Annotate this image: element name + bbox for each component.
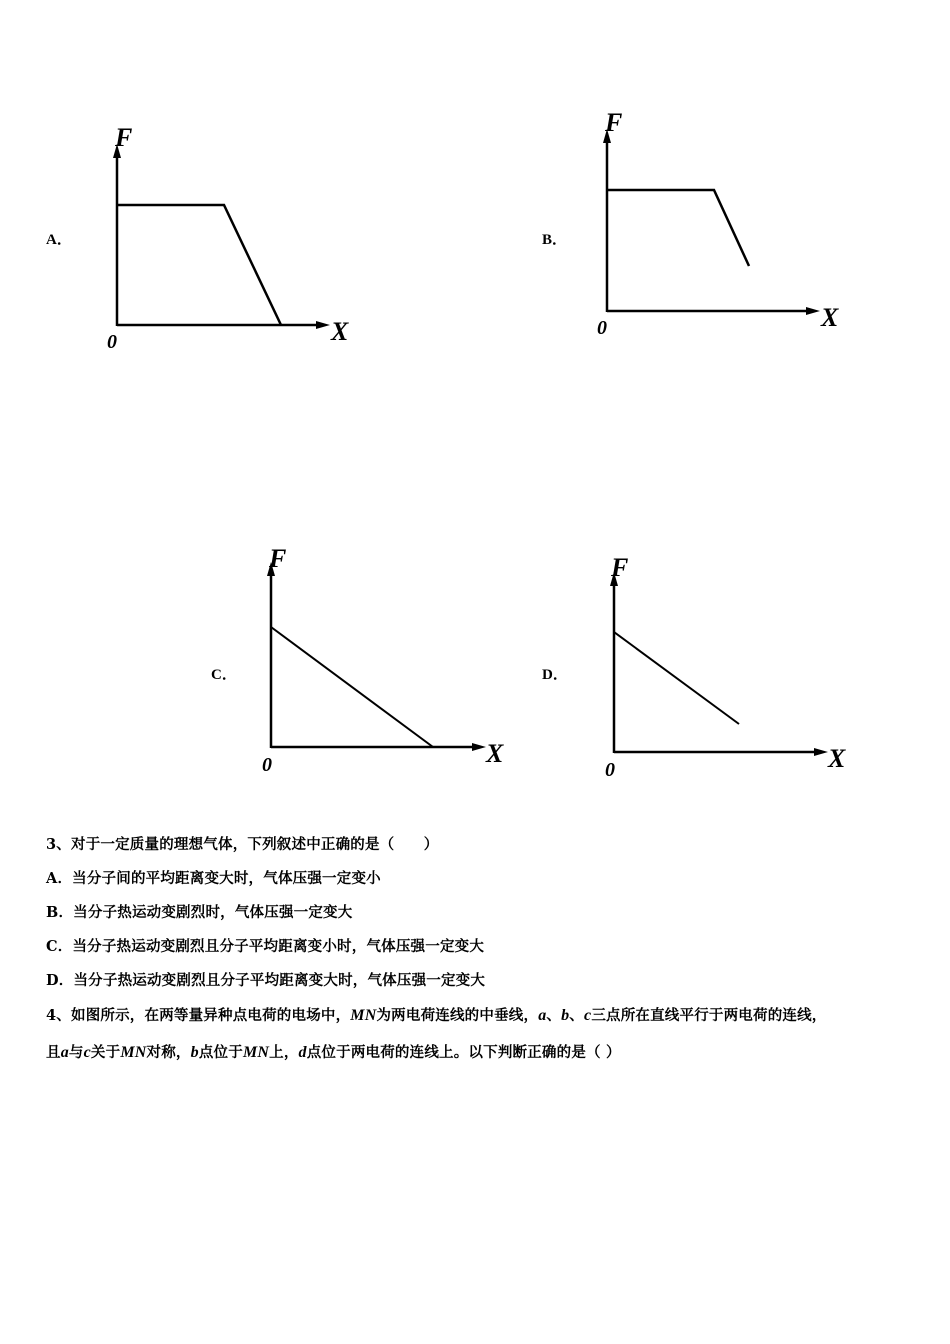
q4-line-1	[46, 1004, 827, 1025]
q4-var-b: b	[190, 1044, 199, 1061]
q4-text: 上，	[269, 1044, 299, 1061]
q4-var-a: a	[60, 1044, 69, 1061]
q4-var-c: c	[584, 1007, 592, 1024]
graph-c-origin: 0	[262, 754, 272, 776]
q4-text: 、	[569, 1007, 584, 1024]
q3-option-b: B．当分子热运动变剧烈时，气体压强一定变大	[46, 904, 353, 921]
q4-var-c: c	[83, 1044, 91, 1061]
graph-b-origin: 0	[597, 317, 607, 339]
q3-option-c: C．当分子热运动变剧烈且分子平均距离变小时，气体压强一定变大	[46, 938, 485, 955]
graph-d-origin: 0	[605, 759, 615, 781]
graph-a-y-label: F	[115, 123, 133, 152]
q4-var-a: a	[538, 1007, 547, 1024]
q3-stem: 3、对于一定质量的理想气体，下列叙述中正确的是（ ）	[46, 836, 439, 853]
graph-d-y-label: F	[611, 553, 629, 582]
q4-text: 三点所在直线平行于两电荷的连线，	[591, 1007, 827, 1024]
graph-b-y-label: F	[605, 108, 623, 137]
graph-c-x-label: X	[486, 739, 504, 768]
graph-d-curve	[614, 632, 739, 724]
q4-text: 、	[546, 1007, 562, 1024]
q4-line-2	[46, 1041, 621, 1062]
q4-var-mn: MN	[350, 1007, 377, 1024]
graph-c-y-label: F	[269, 544, 287, 573]
q4-text: 关于	[90, 1044, 121, 1061]
q4-text: 4、如图所示，在两等量异种点电荷的电场中，	[46, 1007, 351, 1024]
option-d-label: D．	[542, 667, 568, 683]
q4-text: 对称，	[146, 1044, 191, 1061]
graph-d-axes	[610, 572, 828, 756]
graph-a-origin: 0	[107, 331, 117, 353]
option-c-label: C．	[211, 667, 237, 683]
q4-text: 点位于	[198, 1044, 243, 1061]
graph-b-x-label: X	[821, 303, 839, 332]
q4-text: 为两电荷连线的中垂线，	[376, 1007, 539, 1024]
graph-d-x-label: X	[828, 744, 846, 773]
q4-text: 且	[46, 1044, 61, 1061]
graph-a-x-label: X	[331, 317, 349, 346]
q3-option-a: A．当分子间的平均距离变大时，气体压强一定变小	[46, 870, 381, 887]
q4-var-mn: MN	[242, 1044, 270, 1061]
option-a-label: A．	[46, 232, 72, 248]
q3-option-d: D．当分子热运动变剧烈且分子平均距离变大时，气体压强一定变大	[46, 972, 486, 989]
q4-var-d: d	[298, 1044, 307, 1061]
option-b-label: B．	[542, 232, 568, 248]
q4-var-b: b	[561, 1007, 570, 1024]
q4-var-mn: MN	[120, 1044, 147, 1061]
q4-text: 与	[68, 1044, 84, 1061]
q4-text: 点位于两电荷的连线上。以下判断正确的是（ ）	[306, 1044, 621, 1061]
